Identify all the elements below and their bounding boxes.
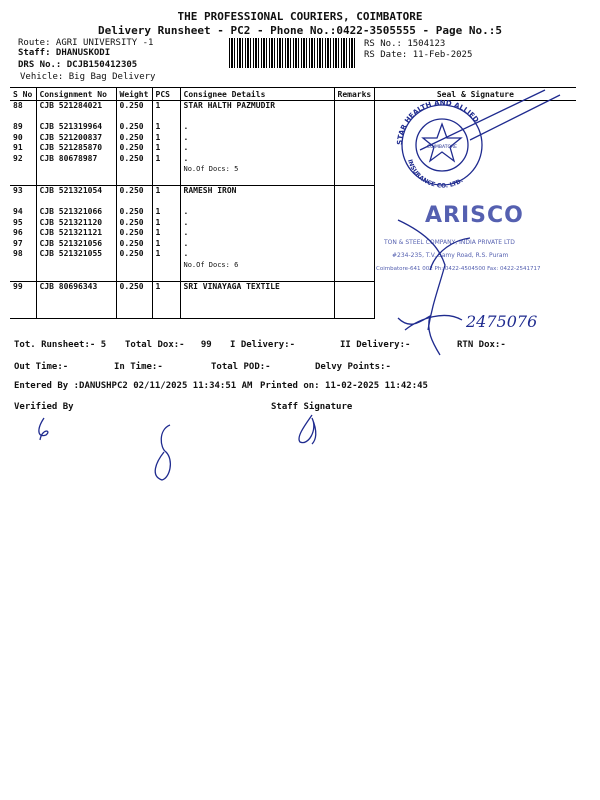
middle-signature — [155, 425, 170, 480]
arisco-stamp — [376, 203, 541, 330]
printed-on: Printed on: 11-02-2025 11:42:45 — [260, 381, 428, 391]
consignee-name: SRI VINAYAGA TEXTILE — [180, 281, 334, 292]
col-remarks: Remarks — [334, 88, 375, 101]
table-row: 88 CJB 521284021 0.250 1 STAR HALTH PAZMUDIR — [10, 101, 590, 112]
staff-signature-label: Staff Signature — [271, 402, 353, 412]
table-row: 92 CJB 80678987 0.250 1 . — [10, 154, 590, 165]
staff-label: Staff: DHANUSKODI — [18, 48, 111, 58]
col-pcs: PCS — [152, 88, 180, 101]
verified-by-label: Verified By — [14, 402, 74, 412]
out-time: Out Time:- — [14, 362, 69, 372]
table-row: 94 CJB 521321066 0.250 1 . — [10, 207, 590, 218]
i-delivery: I Delivery:- — [230, 340, 296, 350]
rtn-dox: RTN Dox:- — [457, 340, 506, 350]
table-row: 90 CJB 521200837 0.250 1 . — [10, 133, 590, 144]
svg-text:#234-235, T.V. Samy Road, R.S.: #234-235, T.V. Samy Road, R.S. Puram — [392, 252, 509, 259]
col-weight: Weight — [116, 88, 152, 101]
svg-text:ARISCO: ARISCO — [425, 203, 524, 228]
rs-date: RS Date: 11-Feb-2025 — [364, 50, 473, 60]
consignee-name: RAMESH IRON — [180, 186, 334, 197]
svg-text:2475076: 2475076 — [466, 312, 538, 331]
sri-vinayaga-signature — [398, 312, 537, 355]
vehicle-label: Vehicle: Big Bag Delivery — [20, 72, 156, 82]
drs-number: DRS No.: DCJB150412305 — [18, 60, 138, 70]
ii-delivery: II Delivery:- — [340, 340, 411, 350]
docs-count: No.Of Docs: 5 — [180, 164, 334, 175]
col-sno: S No — [10, 88, 36, 101]
svg-text:Coimbatore-641 002 Ph: 0422-45: Coimbatore-641 002 Ph: 0422-4504500 Fax: 0422-2541717 — [376, 266, 541, 272]
star-icon — [423, 124, 461, 161]
table-row: 97 CJB 521321056 0.250 1 . — [10, 239, 590, 250]
svg-text:TON & STEEL COMPANY, INDIA PRI: TON & STEEL COMPANY, INDIA PRIVATE LTD — [384, 239, 515, 246]
verified-by-signature — [39, 418, 48, 440]
col-seal: Seal & Signature — [375, 88, 576, 101]
staff-signature — [299, 415, 316, 444]
docs-count: No.Of Docs: 6 — [180, 260, 334, 271]
svg-text:COIMBATORE: COIMBATORE — [427, 145, 457, 150]
entered-by: Entered By :DANUSHPC2 02/11/2025 11:34:51 AM — [14, 381, 253, 391]
total-pod: Total POD:- — [211, 362, 271, 372]
table-row: 91 CJB 521285870 0.250 1 . — [10, 143, 590, 154]
delvy-points: Delvy Points:- — [315, 362, 391, 372]
route-label: Route: AGRI UNIVERSITY -1 — [18, 38, 154, 48]
table-row: 93 CJB 521321054 0.250 1 RAMESH IRON — [10, 186, 590, 197]
col-consignee: Consignee Details — [180, 88, 334, 101]
tot-runsheet: Tot. Runsheet:- 5 — [14, 340, 107, 350]
table-row: 89 CJB 521319964 0.250 1 . — [10, 122, 590, 133]
table-row: 95 CJB 521321120 0.250 1 . — [10, 218, 590, 229]
in-time: In Time:- — [114, 362, 163, 372]
table-row: 98 CJB 521321055 0.250 1 . — [10, 249, 590, 260]
rs-number: RS No.: 1504123 — [364, 39, 446, 49]
col-consignment: Consignment No — [36, 88, 116, 101]
table-row: 99 CJB 80696343 0.250 1 SRI VINAYAGA TEXTILE — [10, 281, 590, 292]
consignee-name: STAR HALTH PAZMUDIR — [180, 101, 334, 112]
star-health-seal — [396, 90, 560, 190]
total-dox: Total Dox:- 99 — [125, 340, 212, 350]
runsheet-subtitle: Delivery Runsheet - PC2 - Phone No.:0422-3505555 - Page No.:5 — [98, 24, 502, 37]
company-title: THE PROFESSIONAL COURIERS, COIMBATORE — [177, 10, 423, 23]
svg-text:INSURANCE CO. LTD.: INSURANCE CO. LTD. — [406, 158, 465, 190]
table-row: 96 CJB 521321121 0.250 1 . — [10, 228, 590, 239]
svg-text:STAR HEALTH AND ALLIED: STAR HEALTH AND ALLIED — [395, 98, 481, 146]
